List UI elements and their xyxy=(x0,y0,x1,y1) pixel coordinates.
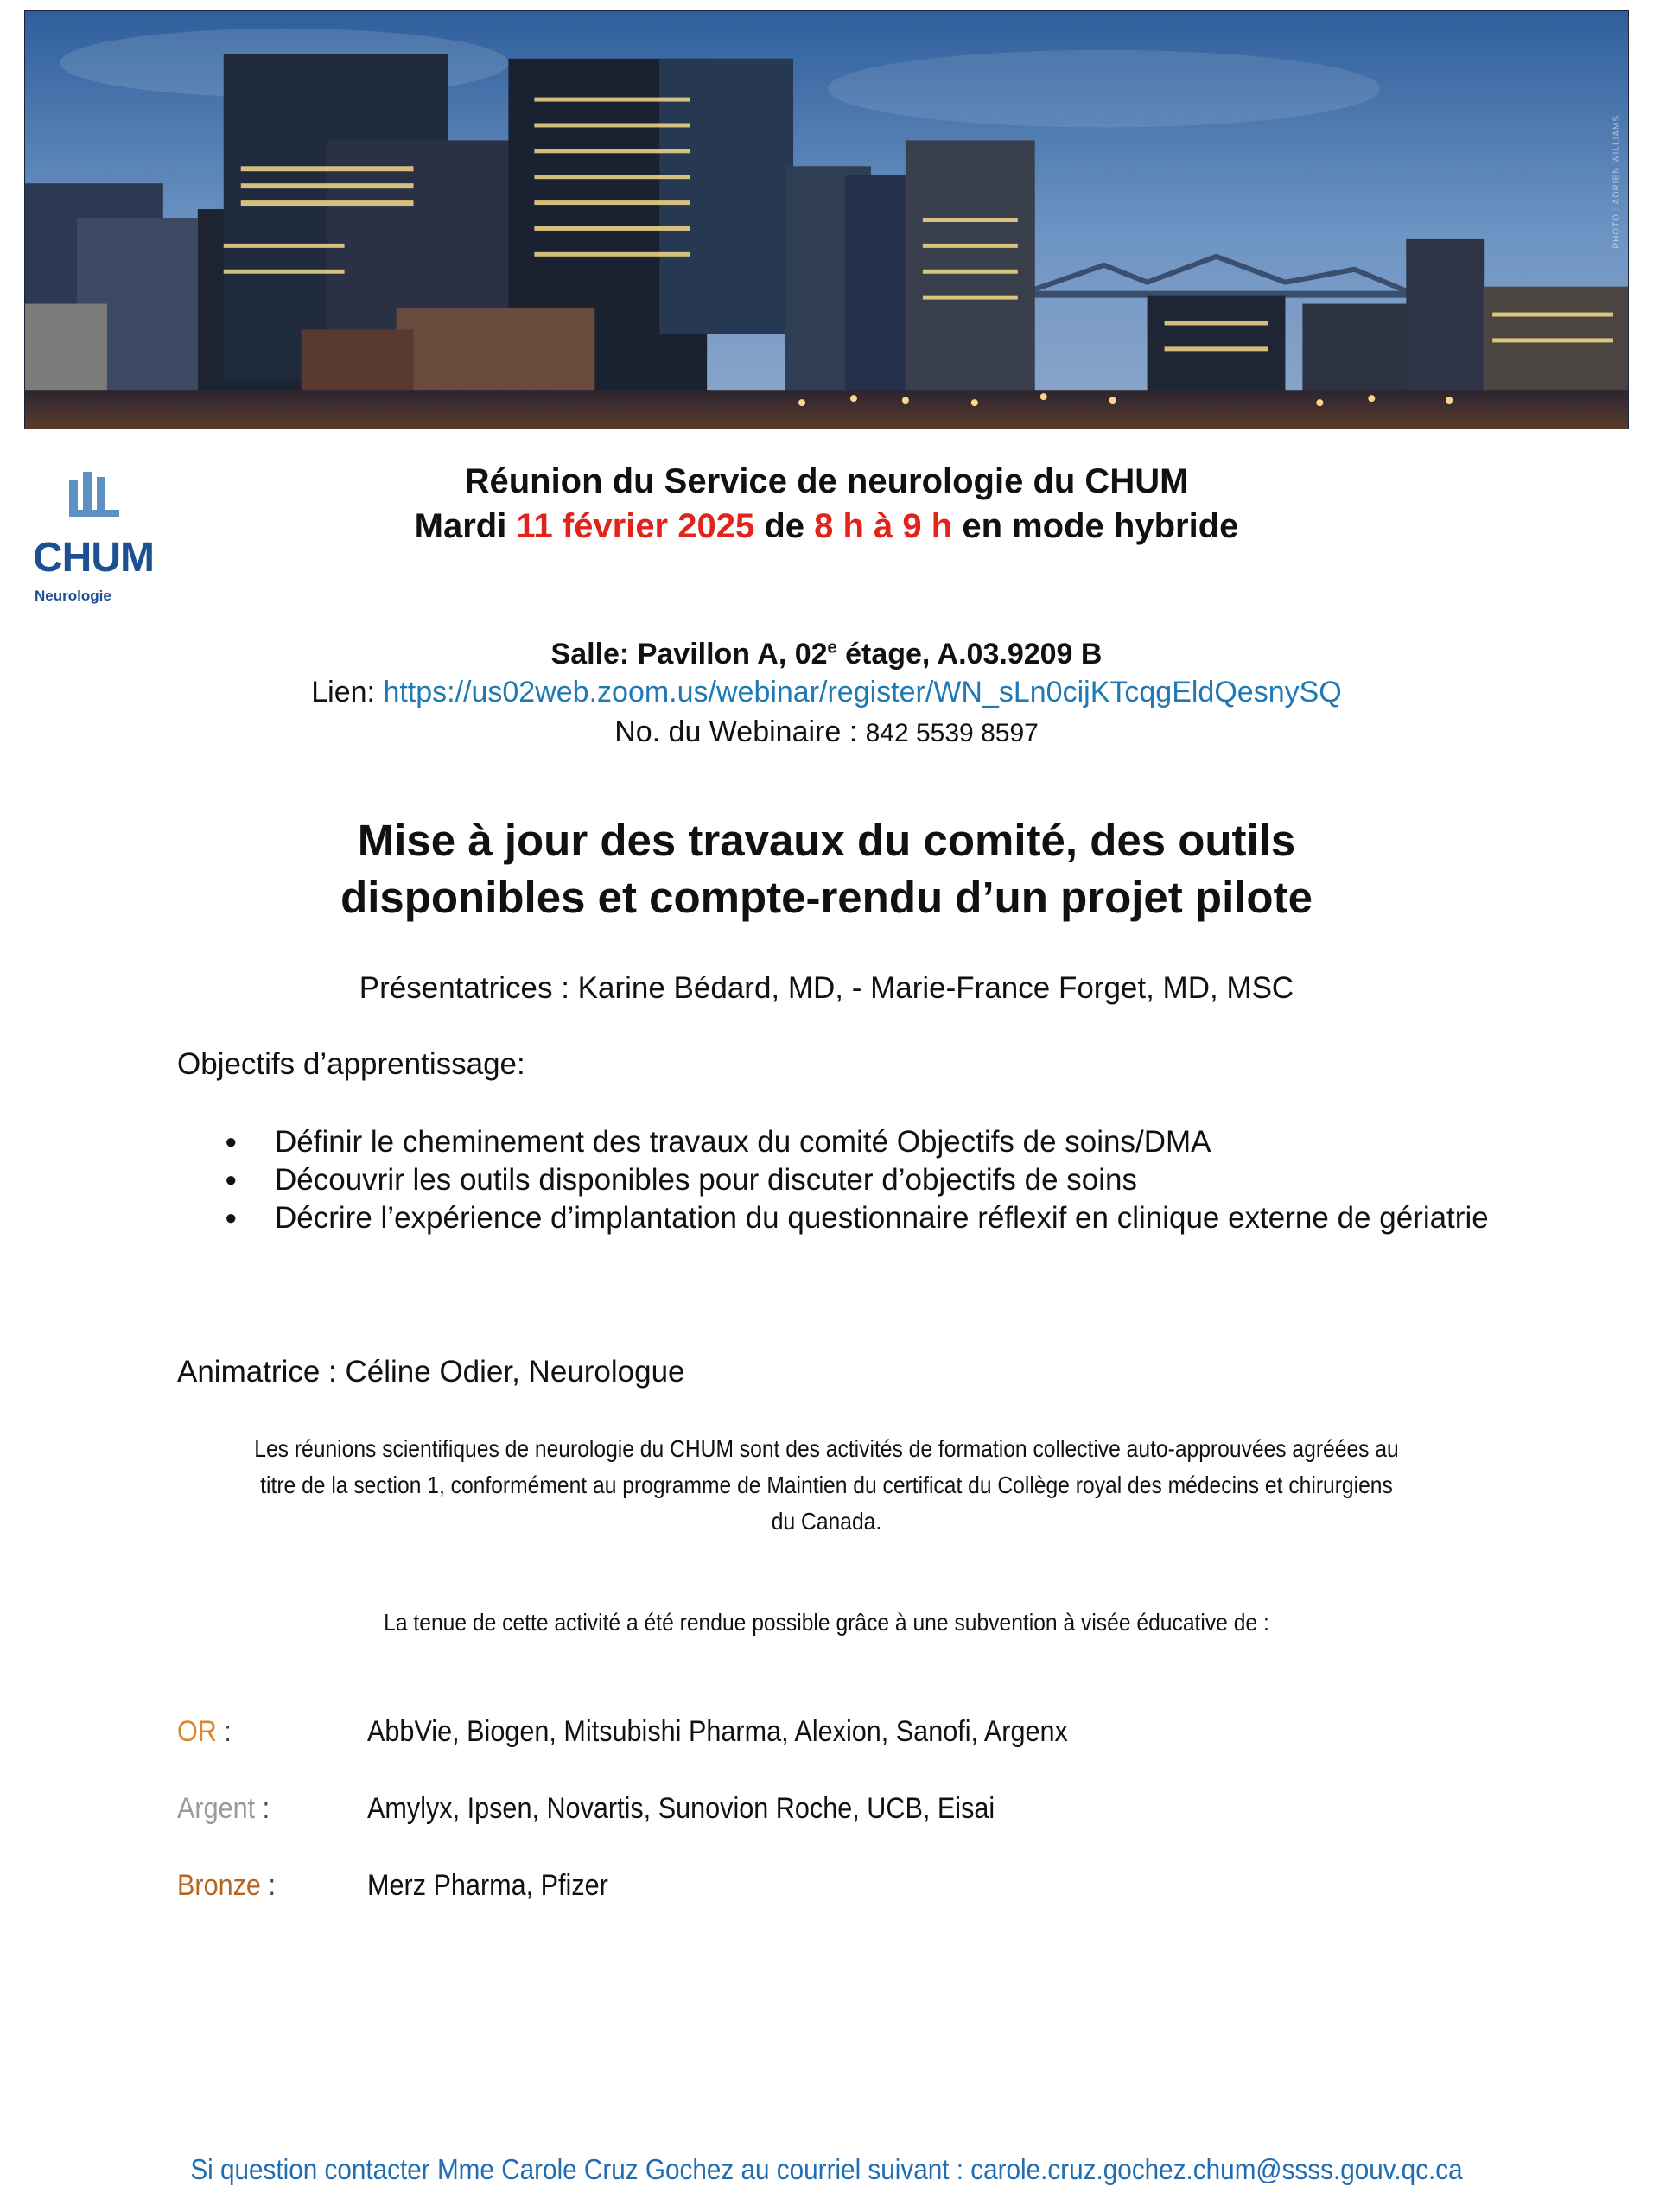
tier-label-argent: Argent xyxy=(177,1792,256,1825)
list-item xyxy=(225,1123,1504,1161)
meeting-time: 8 h à 9 h xyxy=(814,507,953,545)
bullet-icon: ● xyxy=(225,1130,238,1154)
sponsor-list-bronze: Merz Pharma, Pfizer xyxy=(367,1869,608,1902)
meeting-date: 11 février 2025 xyxy=(516,507,755,545)
tier-colon: : xyxy=(260,1869,276,1902)
accreditation-statement: Les réunions scientifiques de neurologie du CHUM sont des activités de formation collective auto-approuvées agréées au titre de la section 1, conformément au programme de Maintien du certificat du Collège royal des médecins et chirurgiens du Canada. xyxy=(254,1435,1399,1535)
meeting-datetime xyxy=(0,505,1653,548)
room-label: Salle: Pavillon A, 02 xyxy=(550,638,828,671)
meeting-title: Réunion du Service de neurologie du CHUM xyxy=(464,462,1189,500)
objective-text: Décrire l’expérience d’implantation du questionnaire réflexif en clinique externe de gériatrie xyxy=(275,1201,1489,1235)
photo-credit: PHOTO : ADRIEN WILLIAMS xyxy=(1612,115,1622,249)
tier-colon: : xyxy=(255,1792,270,1825)
sponsor-tier-bronze xyxy=(177,1869,276,1903)
header-city-photo xyxy=(24,10,1629,429)
sponsor-list-or: AbbVie, Biogen, Mitsubishi Pharma, Alexion, Sanofi, Argenx xyxy=(367,1715,1068,1748)
datetime-suffix: en mode hybride xyxy=(952,507,1239,545)
list-item xyxy=(225,1199,1504,1237)
bullet-icon: ● xyxy=(225,1168,238,1192)
datetime-prefix: Mardi xyxy=(414,507,517,545)
webinar-link-line xyxy=(0,676,1653,709)
webinar-number-label: No. du Webinaire : xyxy=(614,715,866,748)
tier-label-bronze: Bronze xyxy=(177,1869,261,1902)
bullet-icon: ● xyxy=(225,1206,238,1230)
objective-text: Découvrir les outils disponibles pour discuter d’objectifs de soins xyxy=(275,1163,1137,1197)
datetime-mid: de xyxy=(754,507,815,545)
objectives-heading: Objectifs d’apprentissage: xyxy=(177,1047,525,1081)
room-detail: étage, A.03.9209 B xyxy=(836,638,1103,671)
tier-colon: : xyxy=(216,1715,232,1748)
room-floor-superscript: e xyxy=(827,638,837,658)
moderator: Animatrice : Céline Odier, Neurologue xyxy=(177,1355,685,1389)
presenters: Présentatrices : Karine Bédard, MD, - Marie-France Forget, MD, MSC xyxy=(359,971,1294,1005)
logo-subtitle: Neurologie xyxy=(35,588,111,604)
sponsor-tier-argent xyxy=(177,1792,270,1826)
tier-label-or: OR xyxy=(177,1715,217,1748)
link-label: Lien: xyxy=(311,676,384,709)
webinar-number-line xyxy=(0,715,1653,749)
objective-text: Définir le cheminement des travaux du comité Objectifs de soins/DMA xyxy=(275,1125,1211,1159)
webinar-number: 842 5539 8597 xyxy=(865,719,1039,747)
webinar-registration-link[interactable]: https://us02web.zoom.us/webinar/register/WN_sLn0cijKTcqgEldQesnySQ xyxy=(383,676,1342,709)
talk-title-line2: disponibles et compte-rendu d’un projet pilote xyxy=(340,873,1313,922)
objectives-list xyxy=(225,1123,1504,1237)
city-skyline-illustration xyxy=(25,11,1628,429)
sponsor-tier-or xyxy=(177,1715,232,1749)
room-location xyxy=(0,638,1653,671)
sponsor-list-argent: Amylyx, Ipsen, Novartis, Sunovion Roche, UCB, Eisai xyxy=(367,1792,995,1825)
contact-line: Si question contacter Mme Carole Cruz Gochez au courriel suivant : carole.cruz.gochez.chum@ssss.gouv.qc.ca xyxy=(190,2153,1463,2185)
talk-title-line1: Mise à jour des travaux du comité, des outils xyxy=(357,816,1296,865)
grant-intro: La tenue de cette activité a été rendue possible grâce à une subvention à visée éducative de : xyxy=(384,1609,1269,1636)
list-item xyxy=(225,1161,1504,1199)
logo-wordmark: CHUM xyxy=(33,535,154,581)
